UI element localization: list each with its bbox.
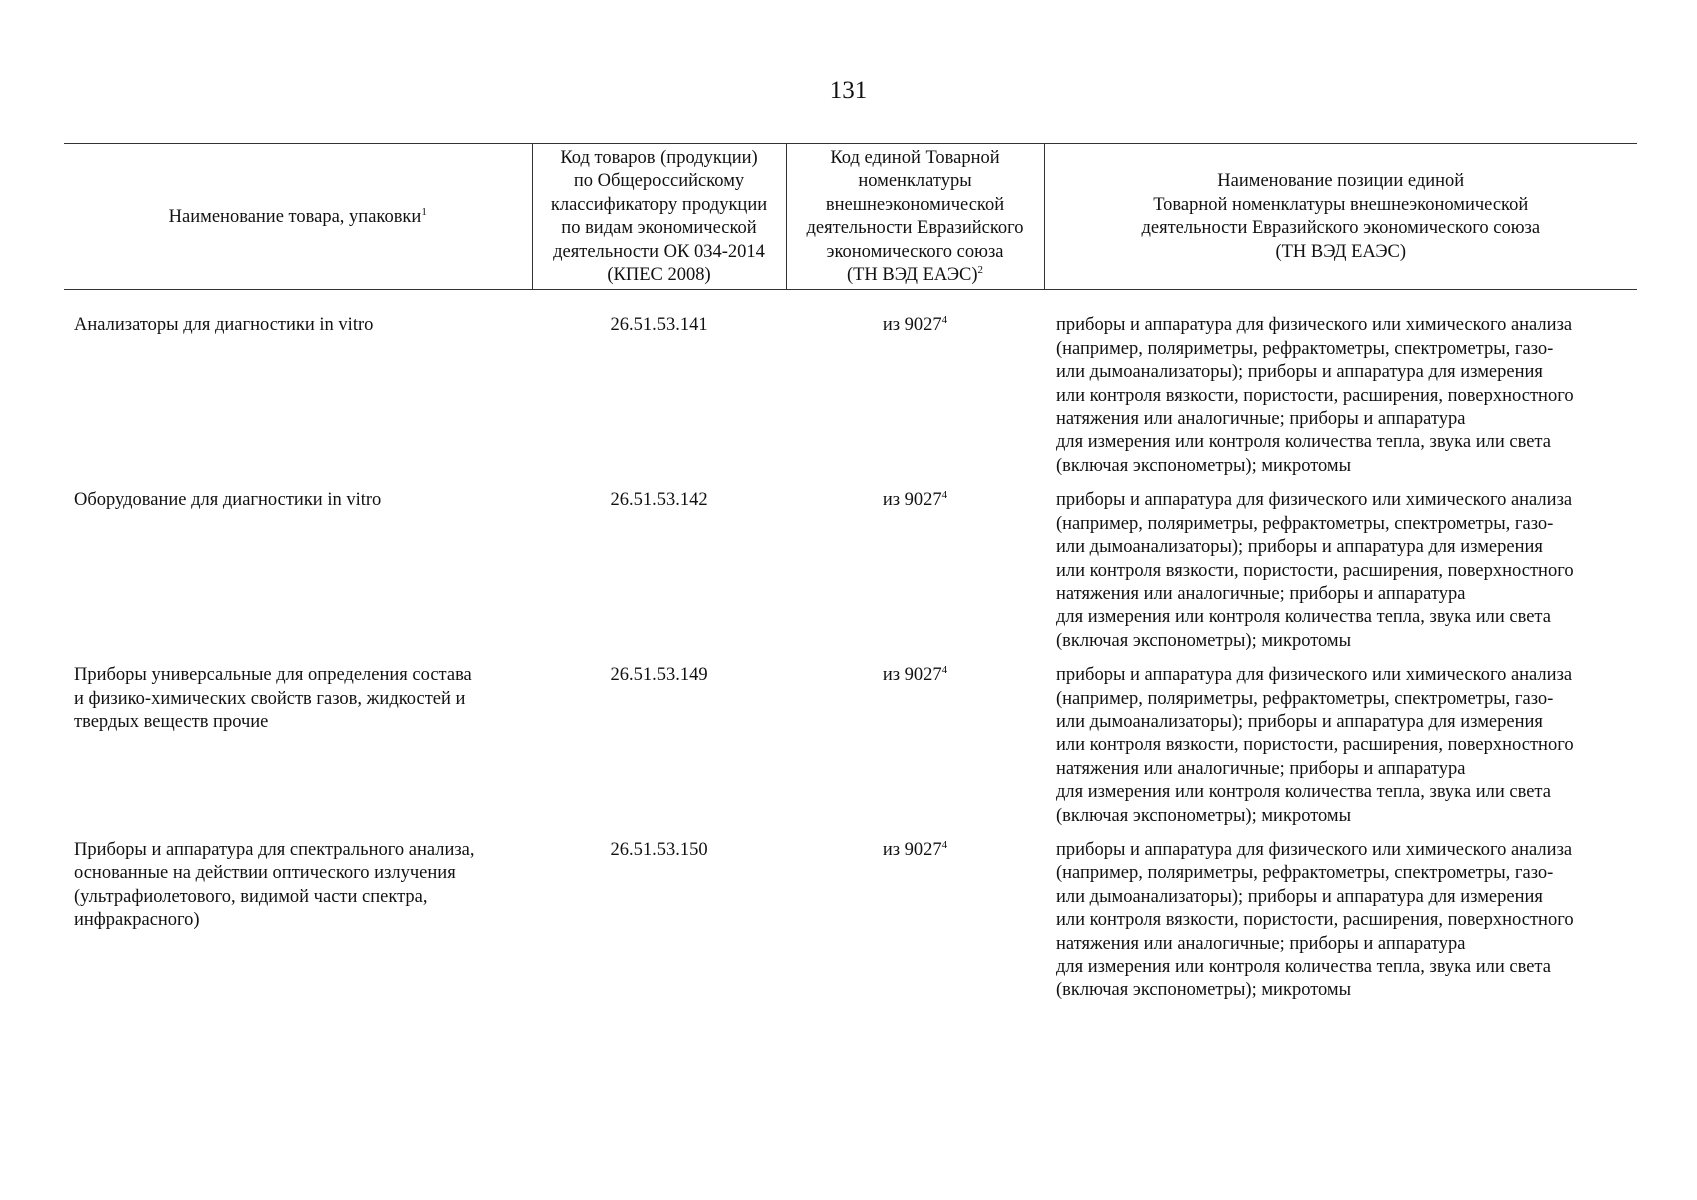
tnved-description-cell: приборы и аппаратура для физического или химического анализа (например, поляриметры, рефрактометры, спектрометры, газо- или дымоанализаторы); приборы и аппаратура для измерения или контроля вязкости, пористости, расширения, поверхностного натяжения или аналогичные; приборы и аппаратура для измерения или контроля количества тепла, звука или света (включая экспонометры); микротомы	[1056, 490, 1574, 651]
table-row	[64, 664, 1637, 839]
product-name-cell: Анализаторы для диагностики in vitro	[74, 315, 374, 336]
footnote-marker: 4	[941, 489, 948, 502]
tnved-code-cell: из 9027$^4$	[882, 314, 948, 336]
okpd-code-cell: 26.51.53.149	[610, 665, 708, 686]
goods-classification-table	[64, 143, 1637, 1014]
tnved-description-cell: приборы и аппаратура для физического или химического анализа (например, поляриметры, рефрактометры, спектрометры, газо- или дымоанализаторы); приборы и аппаратура для измерения или контроля вязкости, пористости, расширения, поверхностного натяжения или аналогичные; приборы и аппаратура для измерения или контроля количества тепла, звука или света (включая экспонометры); микротомы	[1056, 665, 1574, 826]
tnved-description-cell: приборы и аппаратура для физического или химического анализа (например, поляриметры, рефрактометры, спектрометры, газо- или дымоанализаторы); приборы и аппаратура для измерения или контроля вязкости, пористости, расширения, поверхностного натяжения или аналогичные; приборы и аппаратура для измерения или контроля количества тепла, звука или света (включая экспонометры); микротомы	[1056, 839, 1574, 1001]
footnote-marker: 4	[941, 664, 948, 677]
table-row	[64, 839, 1637, 1014]
tnved-description-cell: приборы и аппаратура для физического или химического анализа (например, поляриметры, рефрактометры, спектрометры, газо- или дымоанализаторы); приборы и аппаратура для измерения или контроля вязкости, пористости, расширения, поверхностного натяжения или аналогичные; приборы и аппаратура для измерения или контроля количества тепла, звука или света (включая экспонометры); микротомы	[1056, 315, 1574, 476]
header-okpd-code: Код товаров (продукции) по Общероссийскому классификатору продукции по видам экономической деятельности ОК 034-2014 (КПЕС 2008)	[532, 144, 786, 290]
header-tnved-code: Код единой Товарной номенклатуры внешнеэкономической деятельности Евразийского экономического союза (ТН ВЭД ЕАЭС)$^2$	[786, 144, 1044, 290]
footnote-marker: 4	[941, 314, 948, 327]
table-row	[64, 290, 1637, 489]
table-body	[64, 290, 1637, 1014]
okpd-code-cell: 26.51.53.150	[610, 839, 708, 860]
footnote-marker: 1	[421, 205, 427, 218]
tnved-code-cell: из 9027$^4$	[882, 664, 948, 686]
table-header	[64, 144, 1637, 290]
footnote-marker: 4	[941, 838, 948, 851]
product-name-cell: Приборы универсальные для определения состава и физико-химических свойств газов, жидкостей и твердых веществ прочие	[74, 665, 472, 732]
header-tnved-description: Наименование позиции единой Товарной номенклатуры внешнеэкономической деятельности Евразийского экономического союза (ТН ВЭД ЕАЭС)	[1044, 144, 1637, 290]
product-name-cell: Приборы и аппаратура для спектрального анализа, основанные на действии оптического излучения (ультрафиолетового, видимой части спектра, инфракрасного)	[74, 839, 475, 931]
tnved-code-cell: из 9027$^4$	[882, 838, 948, 860]
okpd-code-cell: 26.51.53.142	[610, 490, 708, 511]
header-row	[64, 144, 1637, 290]
table-row	[64, 489, 1637, 664]
footnote-marker: 2	[977, 264, 984, 277]
header-product-name: Наименование товара, упаковки$^1$	[64, 144, 532, 290]
product-name-cell: Оборудование для диагностики in vitro	[74, 490, 382, 511]
page-number: 131	[829, 77, 868, 104]
tnved-code-cell: из 9027$^4$	[882, 489, 948, 511]
okpd-code-cell: 26.51.53.141	[610, 315, 708, 336]
